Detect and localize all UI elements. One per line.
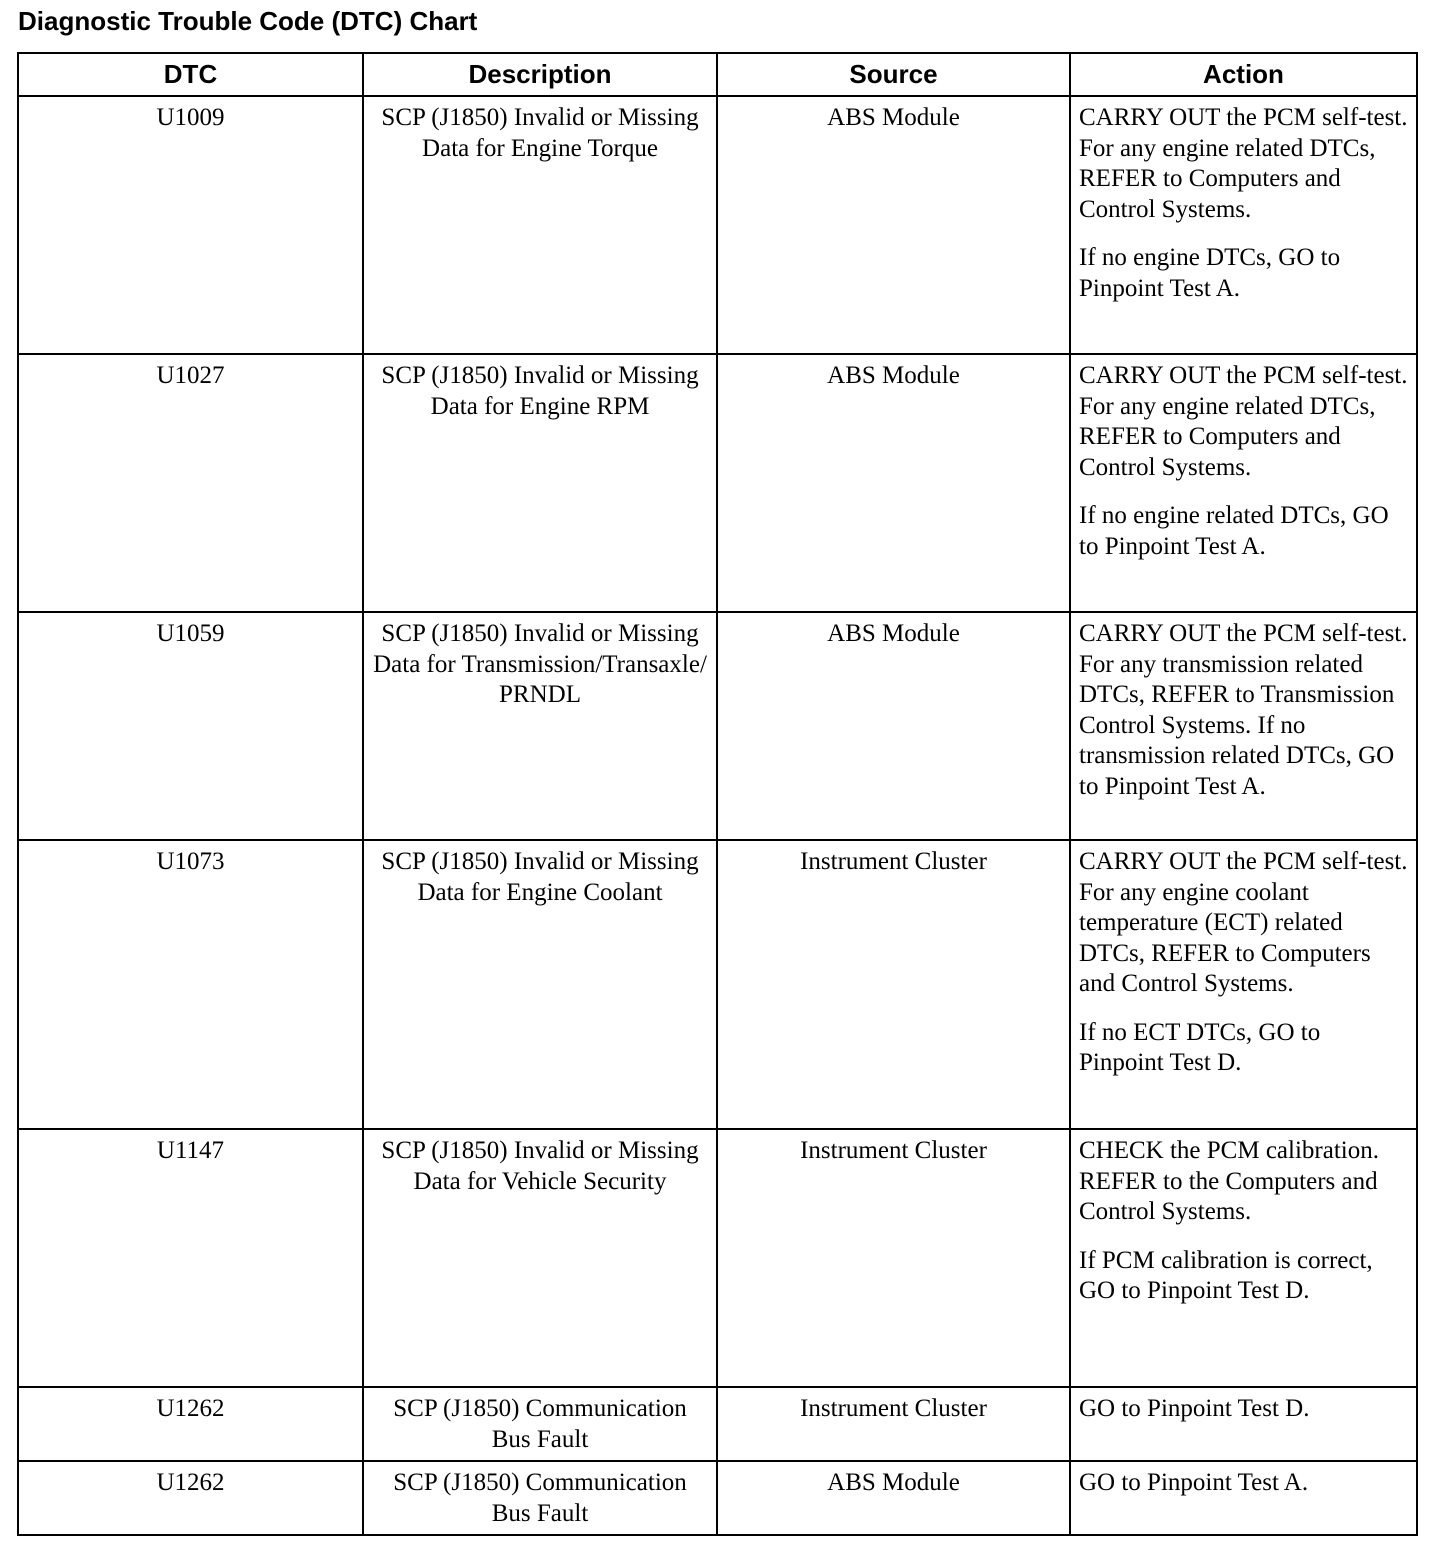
source-cell: Instrument Cluster [717, 840, 1070, 1129]
source-cell: ABS Module [717, 354, 1070, 612]
dtc-code-cell: U1073 [18, 840, 363, 1129]
action-cell [1070, 1129, 1417, 1387]
source-cell: Instrument Cluster [717, 1387, 1070, 1461]
description-cell: SCP (J1850) Invalid or Missing Data for Engine Coolant [363, 840, 717, 1129]
column-header-description: Description [363, 53, 717, 96]
table-row [18, 1387, 1417, 1461]
source-cell: ABS Module [717, 612, 1070, 840]
column-header-dtc: DTC [18, 53, 363, 96]
description-cell: SCP (J1850) Invalid or Missing Data for Engine RPM [363, 354, 717, 612]
column-header-action: Action [1070, 53, 1417, 96]
action-cell [1070, 354, 1417, 612]
description-cell: SCP (J1850) Invalid or Missing Data for Transmission/Transaxle/ PRNDL [363, 612, 717, 840]
column-header-source: Source [717, 53, 1070, 96]
dtc-code-cell: U1009 [18, 96, 363, 354]
action-text: CARRY OUT the PCM self-test. For any transmission related DTCs, REFER to Transmission Control Systems. If no transmission related DTCs, GO to Pinpoint Test A. [1079, 620, 1408, 800]
action-cell [1070, 1387, 1417, 1461]
action-cell [1070, 840, 1417, 1129]
action-text: CARRY OUT the PCM self-test. For any engine related DTCs, REFER to Computers and Control Systems. [1079, 104, 1408, 223]
dtc-code-cell: U1059 [18, 612, 363, 840]
description-cell: SCP (J1850) Invalid or Missing Data for Engine Torque [363, 96, 717, 354]
source-cell: Instrument Cluster [717, 1129, 1070, 1387]
action-text: CARRY OUT the PCM self-test. For any engine coolant temperature (ECT) related DTCs, REFER to Computers and Control Systems. [1079, 848, 1408, 997]
action-text: If no ECT DTCs, GO to Pinpoint Test D. [1079, 1018, 1321, 1076]
action-text: GO to Pinpoint Test A. [1079, 1469, 1309, 1496]
action-text: CHECK the PCM calibration. REFER to the Computers and Control Systems. [1079, 1137, 1379, 1225]
dtc-code-cell: U1262 [18, 1461, 363, 1535]
source-cell: ABS Module [717, 96, 1070, 354]
description-cell: SCP (J1850) Communication Bus Fault [363, 1461, 717, 1535]
table-row [18, 354, 1417, 612]
table-row [18, 840, 1417, 1129]
action-cell [1070, 96, 1417, 354]
table-row [18, 1461, 1417, 1535]
action-text: If no engine DTCs, GO to Pinpoint Test A. [1079, 244, 1341, 302]
page-title: Diagnostic Trouble Code (DTC) Chart [18, 6, 478, 36]
dtc-code-cell: U1262 [18, 1387, 363, 1461]
action-text: If PCM calibration is correct, GO to Pinpoint Test D. [1079, 1246, 1373, 1304]
dtc-table [17, 52, 1418, 1536]
table-row [18, 612, 1417, 840]
table-row [18, 1129, 1417, 1387]
table-row [18, 96, 1417, 354]
description-cell: SCP (J1850) Invalid or Missing Data for Vehicle Security [363, 1129, 717, 1387]
dtc-code-cell: U1147 [18, 1129, 363, 1387]
dtc-code-cell: U1027 [18, 354, 363, 612]
action-cell [1070, 1461, 1417, 1535]
action-text: If no engine related DTCs, GO to Pinpoint Test A. [1079, 502, 1389, 560]
action-cell [1070, 612, 1417, 840]
table-header-row [18, 53, 1417, 96]
action-text: CARRY OUT the PCM self-test. For any engine related DTCs, REFER to Computers and Control Systems. [1079, 362, 1408, 481]
description-cell: SCP (J1850) Communication Bus Fault [363, 1387, 717, 1461]
action-text: GO to Pinpoint Test D. [1079, 1395, 1310, 1422]
source-cell: ABS Module [717, 1461, 1070, 1535]
